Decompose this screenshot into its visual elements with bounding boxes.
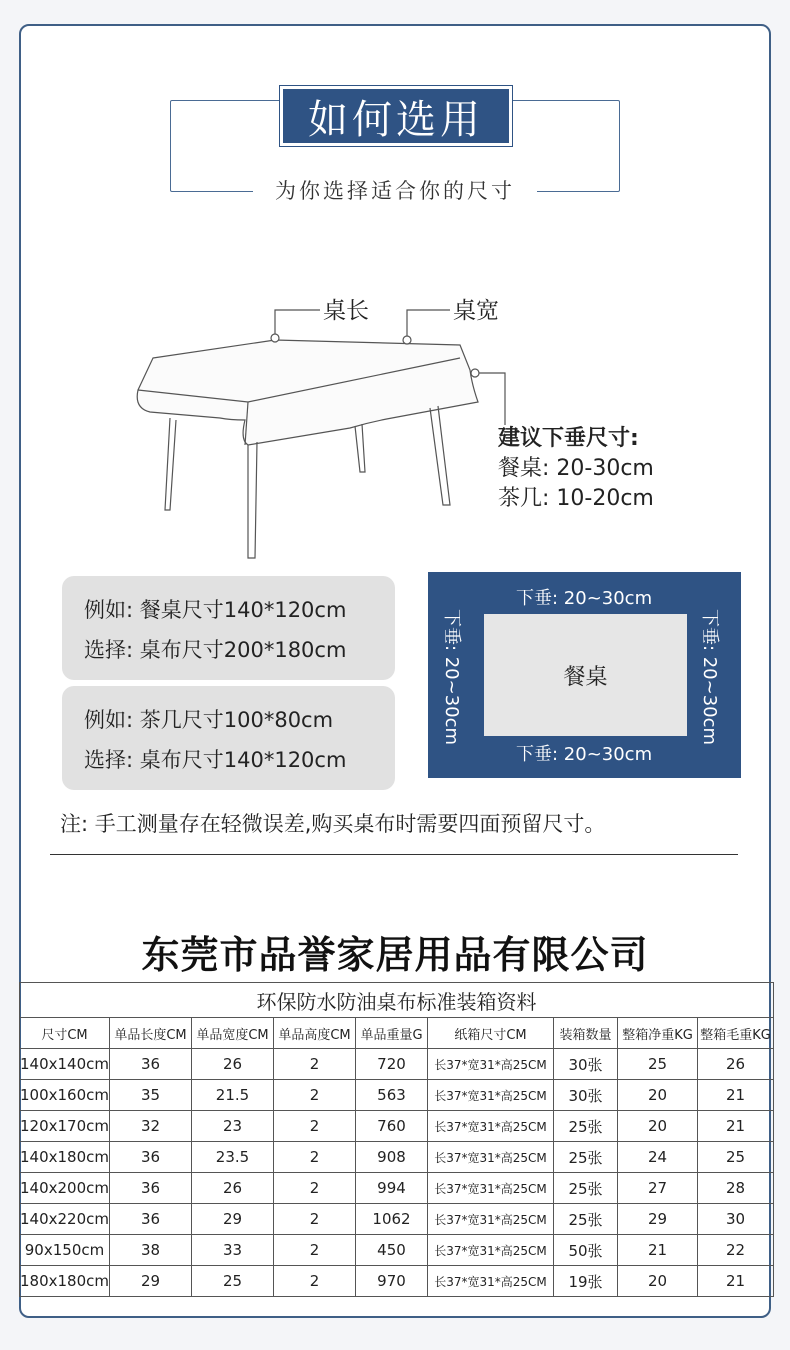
table-cell: 25张	[554, 1142, 618, 1173]
page-subtitle: 为你选择适合你的尺寸	[253, 176, 537, 206]
table-row	[20, 1235, 774, 1266]
table-cell: 23.5	[192, 1142, 274, 1173]
drop-coffee: 茶几: 10-20cm	[498, 486, 654, 511]
packing-table	[19, 982, 774, 1297]
table-cell: 29	[192, 1204, 274, 1235]
table-width-label: 桌宽	[453, 298, 499, 324]
table-cell: 35	[110, 1080, 192, 1111]
tablecloth-illustration	[120, 290, 520, 570]
table-cell: 长37*宽31*高25CM	[428, 1111, 554, 1142]
table-cell: 24	[618, 1142, 698, 1173]
table-cell: 25	[698, 1142, 774, 1173]
table-row	[20, 1049, 774, 1080]
table-cell: 21	[618, 1235, 698, 1266]
table-cell: 994	[356, 1173, 428, 1204]
table-caption: 环保防水防油桌布标准装箱资料	[20, 983, 774, 1018]
example-line: 例如: 餐桌尺寸140*120cm	[84, 598, 347, 622]
table-cell: 22	[698, 1235, 774, 1266]
table-cell: 长37*宽31*高25CM	[428, 1080, 554, 1111]
drop-dining: 餐桌: 20-30cm	[498, 456, 654, 481]
table-center-label: 餐桌	[563, 664, 608, 690]
table-cell: 2	[274, 1173, 356, 1204]
table-cell: 21	[698, 1266, 774, 1297]
column-header: 单品宽度CM	[192, 1018, 274, 1049]
table-cell: 32	[110, 1111, 192, 1142]
table-cell: 36	[110, 1142, 192, 1173]
table-cell: 908	[356, 1142, 428, 1173]
table-cell: 140x180cm	[20, 1142, 110, 1173]
table-row	[20, 1080, 774, 1111]
table-row	[20, 1142, 774, 1173]
table-row	[20, 1204, 774, 1235]
table-cell: 140x220cm	[20, 1204, 110, 1235]
table-cell: 36	[110, 1173, 192, 1204]
table-row	[20, 1266, 774, 1297]
table-cell: 30张	[554, 1049, 618, 1080]
table-cell: 20	[618, 1266, 698, 1297]
column-header: 装箱数量	[554, 1018, 618, 1049]
table-cell: 450	[356, 1235, 428, 1266]
table-cell: 2	[274, 1080, 356, 1111]
table-cell: 760	[356, 1111, 428, 1142]
table-cell: 33	[192, 1235, 274, 1266]
table-cell: 36	[110, 1049, 192, 1080]
column-header: 单品长度CM	[110, 1018, 192, 1049]
drop-heading: 建议下垂尺寸:	[498, 426, 639, 451]
table-cell: 1062	[356, 1204, 428, 1235]
example-line: 选择: 桌布尺寸200*180cm	[84, 638, 347, 662]
table-cell: 2	[274, 1235, 356, 1266]
table-cell: 25张	[554, 1173, 618, 1204]
table-cell: 21.5	[192, 1080, 274, 1111]
table-cell: 2	[274, 1266, 356, 1297]
column-header: 纸箱尺寸CM	[428, 1018, 554, 1049]
drop-diagram	[428, 572, 741, 778]
table-cell: 29	[110, 1266, 192, 1297]
table-cell: 140x200cm	[20, 1173, 110, 1204]
table-cell: 长37*宽31*高25CM	[428, 1266, 554, 1297]
column-header: 单品重量G	[356, 1018, 428, 1049]
table-cell: 2	[274, 1111, 356, 1142]
table-cell: 38	[110, 1235, 192, 1266]
column-header: 整箱毛重KG	[698, 1018, 774, 1049]
table-cell: 长37*宽31*高25CM	[428, 1204, 554, 1235]
table-cell: 29	[618, 1204, 698, 1235]
company-name: 东莞市品誉家居用品有限公司	[141, 933, 649, 977]
table-cell: 长37*宽31*高25CM	[428, 1173, 554, 1204]
example-line: 选择: 桌布尺寸140*120cm	[84, 748, 347, 772]
table-cell: 30张	[554, 1080, 618, 1111]
table-cell: 20	[618, 1080, 698, 1111]
table-cell: 长37*宽31*高25CM	[428, 1049, 554, 1080]
example-box-dining	[62, 576, 395, 680]
example-line: 例如: 茶几尺寸100*80cm	[84, 708, 334, 732]
table-length-label: 桌长	[323, 298, 369, 324]
table-cell: 长37*宽31*高25CM	[428, 1142, 554, 1173]
table-cell: 25	[618, 1049, 698, 1080]
table-cell: 26	[698, 1049, 774, 1080]
table-row	[20, 1173, 774, 1204]
table-cell: 90x150cm	[20, 1235, 110, 1266]
table-cell: 26	[192, 1173, 274, 1204]
table-cell: 2	[274, 1204, 356, 1235]
divider	[50, 854, 738, 855]
table-cell: 970	[356, 1266, 428, 1297]
table-cell: 28	[698, 1173, 774, 1204]
measurement-note: 注: 手工测量存在轻微误差,购买桌布时需要四面预留尺寸。	[60, 812, 606, 836]
table-cell: 27	[618, 1173, 698, 1204]
table-cell: 720	[356, 1049, 428, 1080]
table-cell: 25张	[554, 1204, 618, 1235]
table-cell: 21	[698, 1080, 774, 1111]
table-cell: 120x170cm	[20, 1111, 110, 1142]
example-box-coffee	[62, 686, 395, 790]
table-cell: 100x160cm	[20, 1080, 110, 1111]
table-cell: 26	[192, 1049, 274, 1080]
table-cell: 30	[698, 1204, 774, 1235]
column-header: 整箱净重KG	[618, 1018, 698, 1049]
table-cell: 2	[274, 1142, 356, 1173]
table-cell: 180x180cm	[20, 1266, 110, 1297]
column-header: 单品高度CM	[274, 1018, 356, 1049]
page-title: 如何选用	[280, 86, 512, 146]
table-cell: 140x140cm	[20, 1049, 110, 1080]
table-cell: 563	[356, 1080, 428, 1111]
table-cell: 50张	[554, 1235, 618, 1266]
table-cell: 长37*宽31*高25CM	[428, 1235, 554, 1266]
table-cell: 25张	[554, 1111, 618, 1142]
table-row	[20, 1111, 774, 1142]
drop-suggestion	[498, 424, 654, 514]
table-cell: 2	[274, 1049, 356, 1080]
table-cell: 21	[698, 1111, 774, 1142]
table-cell: 25	[192, 1266, 274, 1297]
table-header-row	[20, 1018, 774, 1049]
drop-left-label: 下垂: 20~30cm	[441, 608, 463, 746]
column-header: 尺寸CM	[20, 1018, 110, 1049]
table-cell: 19张	[554, 1266, 618, 1297]
table-top-shape	[484, 614, 687, 736]
drop-right-label: 下垂: 20~30cm	[699, 608, 721, 746]
table-cell: 36	[110, 1204, 192, 1235]
drop-top-label: 下垂: 20~30cm	[516, 588, 653, 609]
table-cell: 23	[192, 1111, 274, 1142]
table-cell: 20	[618, 1111, 698, 1142]
drop-bottom-label: 下垂: 20~30cm	[516, 744, 653, 765]
